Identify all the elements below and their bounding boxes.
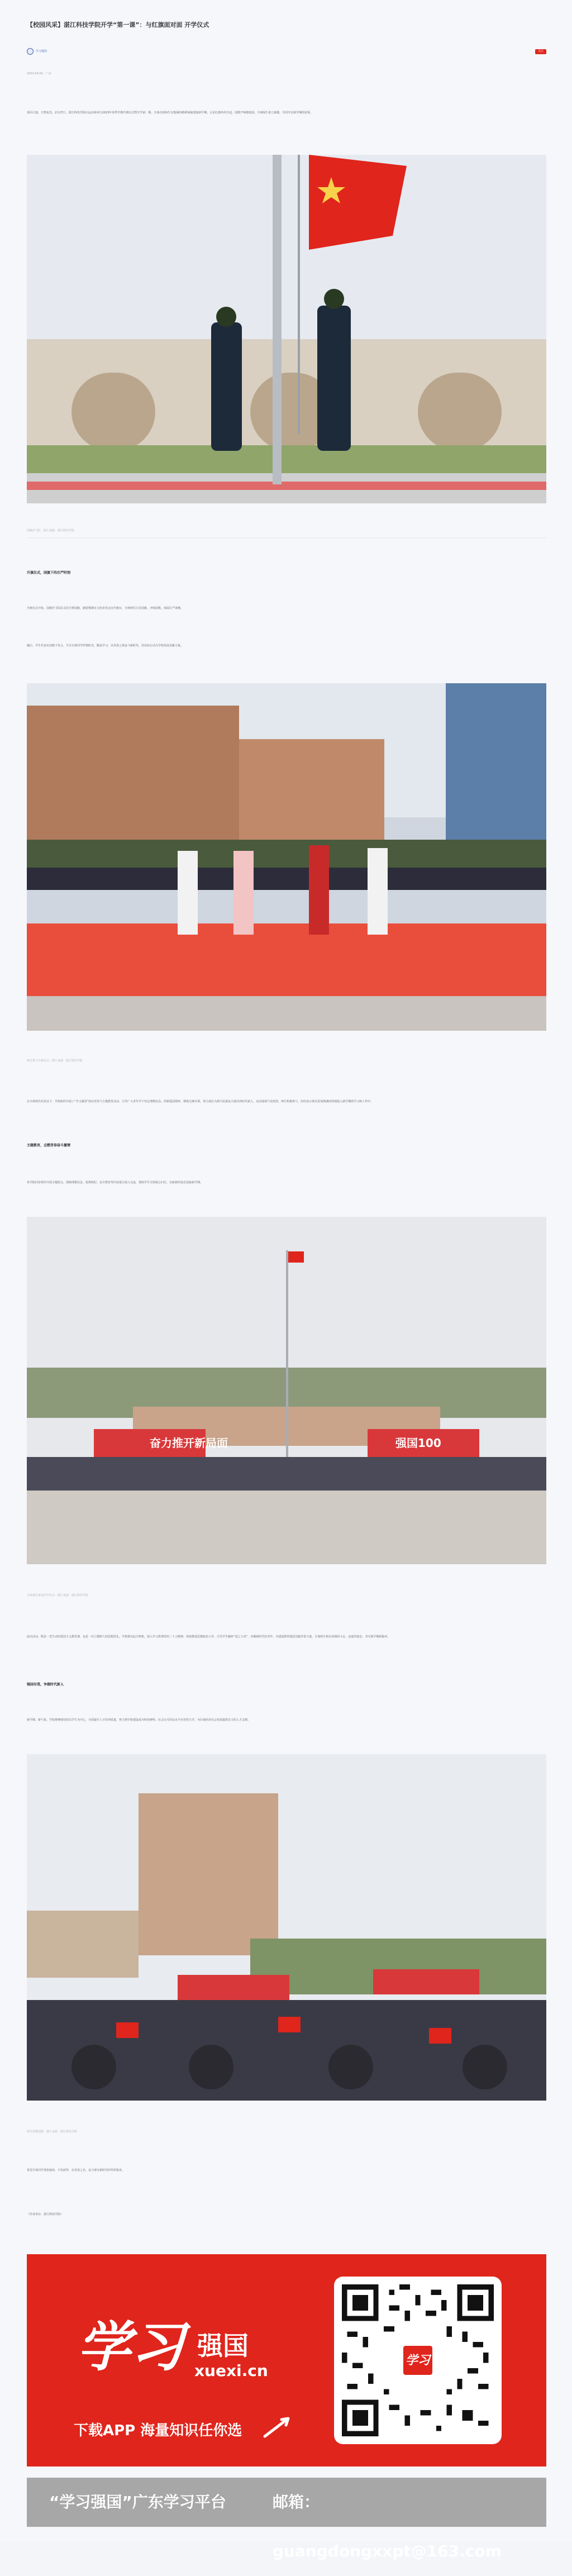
xuexi-logo: 学习 — [77, 2315, 184, 2378]
end-note: （作者单位：湛江科技学院） — [27, 2213, 64, 2216]
article-meta: 2023-03-01 · 广东 — [27, 72, 51, 75]
paragraph-intro: 春回大地，万物复苏。2月27日，湛江科技学院在运动场举行2023年春季学期升旗仪式暨开学第一课，全体在校师生以饱满的精神面貌迎接新学期。五星红旗冉冉升起，国歌声响彻校园，全场师生肃立致敬，共同开启新学期的征程。 — [27, 111, 313, 115]
article-title: 【校园风采】湛江科技学院开学“第一课”：与红旗面对面 开学仪式 — [27, 21, 209, 28]
xuexi-logo-cn: 强国 — [197, 2331, 249, 2361]
paragraph-5: 此次活动，既是一堂生动的爱国主义教育课，也是一次立德树人的思想洗礼。学校将以此为契机，深入学习贯彻党的二十大精神，持续推进思想政治工作，引导学生胸怀“国之大者”，争做新时代好青年，为建设教育强国贡献青春力量。全体师生将以昂扬的斗志、奋进的姿态，书写新学期新篇章。 — [27, 1635, 390, 1639]
caption-2: 师生参与升旗仪式 · 图片来源：湛江科技学院 — [27, 1059, 83, 1063]
download-slogan: 下载APP 海量知识任你选 — [74, 2422, 242, 2439]
subheading-1: 升旗仪式，国旗下的庄严时刻 — [27, 571, 71, 575]
author-row — [27, 48, 546, 56]
paragraph-7: 希望全体同学勇担使命，不负韶华，以青春之名，奋力谱写新时代的华彩篇章。 — [27, 2169, 125, 2172]
divider — [27, 537, 546, 538]
subheading-3: 强国有我，争做时代新人 — [27, 1683, 64, 1687]
photo-assembly-square — [27, 1217, 546, 1564]
footer-email[interactable]: 邮箱：guangdongxxpt@163.com — [273, 2493, 502, 2560]
source-avatar-icon[interactable] — [27, 48, 34, 55]
subheading-2: 主题教育，点燃青春奋斗激情 — [27, 1144, 71, 1147]
xuexi-url[interactable]: xuexi.cn — [194, 2361, 268, 2380]
photo-students-flags — [27, 683, 546, 1031]
caption-4: 师生挥舞国旗 · 图片来源：湛江科技学院 — [27, 2130, 77, 2134]
qr-center-logo: 学习 — [401, 2344, 435, 2377]
paragraph-4: 各学院同步组织开展主题班会，围绕理想信念、校规校纪、安全教育等内容进行深入交流，帮助学生尽快收心归位，以崭新的姿态迎接新学期。 — [27, 1181, 203, 1184]
banner-left-text: 奋力推开新局面 — [150, 1436, 228, 1450]
caption-3: 全体师生参加开学仪式 · 图片来源：湛江科技学院 — [27, 1594, 88, 1597]
photo-flag-guards — [27, 155, 546, 503]
paragraph-3: 在全体师生的见证下，学校组织开展了“学习强国”知识竞答与主题教育活动，引导广大青年学子坚定理想信念、厚植爱国情怀、锤炼过硬本领，努力成长为堪当民族复兴重任的时代新人。活动现场气氛热烈，师生积极参与，纷纷表示将以更加饱满的热情投入新学期的学习和工作中。 — [27, 1100, 374, 1103]
follow-button[interactable]: 关注 — [535, 49, 546, 54]
footer-platform: “学习强国”广东学习平台 — [49, 2493, 226, 2511]
cursor-arrow-icon — [260, 2414, 294, 2442]
banner-right-text: 强国100 — [395, 1436, 441, 1450]
paragraph-6: 新学期，新气象。学校将继续坚持以学生为中心，全面提升人才培养质量，努力把学校建设成为特色鲜明、社会认可的高水平应用型大学，为区域经济社会发展提供有力的人才支撑。 — [27, 1718, 251, 1722]
paragraph-2: 随后，学生代表在国旗下发言，号召全体同学珍惜时光，勤奋学习，以青春之我奋斗新时代，用实际行动为学校发展贡献力量。 — [27, 644, 184, 647]
qr-code[interactable] — [334, 2277, 502, 2444]
caption-1: 国旗护卫队 · 图片来源：湛江科技学院 — [27, 529, 74, 532]
footer-bar — [27, 2478, 546, 2560]
source-name[interactable]: 学习强国 — [36, 50, 47, 53]
photo-crowd-flags — [27, 1754, 546, 2101]
xuexi-banner[interactable] — [27, 2254, 546, 2467]
paragraph-1: 升旗仪式开始，国旗护卫队队员们手捧国旗，踏着铿锵有力的步伐走向升旗台，全场师生注目国旗，齐唱国歌，场面庄严肃穆。 — [27, 607, 184, 610]
